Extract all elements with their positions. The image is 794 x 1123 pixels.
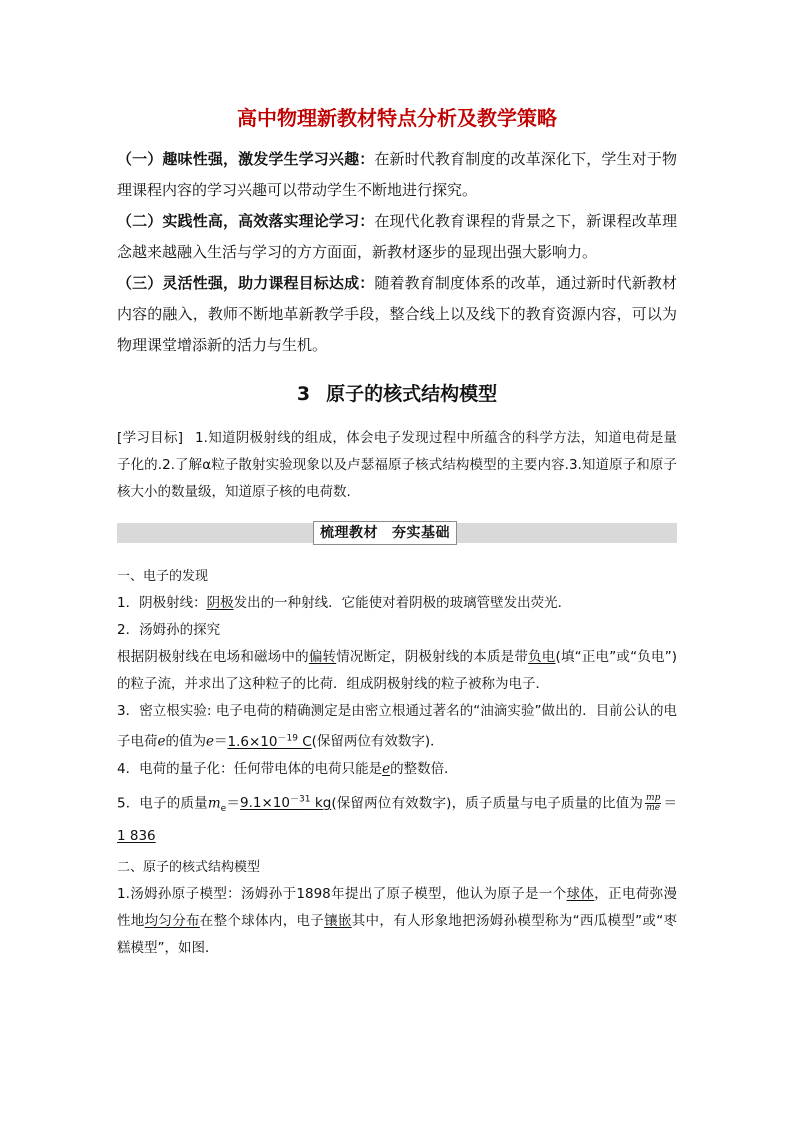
lesson-number: 3 xyxy=(296,383,311,405)
intro-body-2: 在现代化教育课程的背景之下，新课程改革理念越来越融入生活与学习的方方面面，新教材逐步的显现出强大影响力。 xyxy=(117,212,677,261)
item5-blank-unit: kg xyxy=(310,795,332,811)
item5-symbol-m: m xyxy=(207,795,221,811)
p2-text-b: ，正电荷弥漫性地 xyxy=(117,885,677,929)
intro-body-1: 在新时代教育制度的改革深化下，学生对于物理课程内容的学习兴趣可以带动学生不断地进行探究。 xyxy=(117,150,677,199)
item4-text-a: 4．电荷的量子化：任何带电体的电荷只能是 xyxy=(117,760,383,777)
item4-text-b: 的整数倍． xyxy=(390,760,458,777)
intro-body-3: 随着教育制度体系的改革，通过新时代新教材内容的融入，教师不断地革新教学手段，整合线上以及线下的教育资源内容，可以为物理课堂增添新的活力与生机。 xyxy=(117,274,677,354)
item3-blank-exponent: －19 xyxy=(277,733,298,743)
part1-item-2-body xyxy=(117,644,677,698)
item2-blank-1: 偏转 xyxy=(308,649,337,665)
lesson-name: 原子的核式结构模型 xyxy=(326,383,498,405)
part2-item-1 xyxy=(117,881,677,962)
item1-rest: 发出的一种射线．它能使对着阴极的玻璃管壁发出荧光． xyxy=(233,595,572,611)
item3-blank-value: 1.6×10 xyxy=(227,733,278,750)
part2-heading: 二、原子的核式结构模型 xyxy=(117,859,261,875)
item5-blank-2: 1 836 xyxy=(117,827,156,844)
p2-blank-3: 镶嵌 xyxy=(324,912,352,929)
part1-item-2: 2．汤姆孙的探究 xyxy=(117,622,221,638)
objectives-tag: [学习目标] xyxy=(117,430,184,446)
intro-paragraph-3 xyxy=(117,268,677,361)
item3-text-c: (保留两位有效数字)． xyxy=(311,733,444,750)
intro-heading-2: （二）实践性高，高效落实理论学习： xyxy=(117,212,375,230)
p2-text-d: 其中，有人形象地把汤姆孙模型称为“西瓜模型”或“枣糕模型”，如图． xyxy=(117,912,678,956)
part1-item-5 xyxy=(117,787,677,850)
p2-text-c: 在整个球体内，电子 xyxy=(199,912,325,929)
p2-text-a: 1.汤姆孙原子模型：汤姆孙于1898年提出了原子模型，他认为原子是一个 xyxy=(117,885,567,902)
item5-blank-exponent: －31 xyxy=(290,794,311,805)
part1-item-4 xyxy=(117,756,677,783)
objectives-text: 1.知道阴极射线的组成，体会电子发现过程中所蕴含的科学方法，知道电荷是量子化的.2.了解α粒子散射实验现象以及卢瑟福原子核式结构模型的主要内容.3.知道原子和原子核大小的数量级，知道原子核的电荷数. xyxy=(117,430,677,500)
intro-heading-1: （一）趣味性强，激发学生学习兴趣： xyxy=(117,150,375,168)
intro-paragraph-2 xyxy=(117,206,677,268)
learning-objectives xyxy=(117,425,677,506)
item3-blank-unit: C xyxy=(297,733,312,750)
part1-item-3 xyxy=(117,698,677,756)
item4-blank: e xyxy=(382,760,391,777)
item3-equals: ＝ xyxy=(214,733,228,750)
fraction-numerator: mp xyxy=(646,792,661,803)
page-content xyxy=(117,100,677,962)
item5-equals-2: ＝ xyxy=(663,795,678,811)
item5-blank-value: 9.1×10 xyxy=(240,795,290,811)
p2-blank-2: 均匀分布 xyxy=(144,912,200,929)
item5-text-a: 5．电子的质量 xyxy=(117,795,208,811)
item3-text-a: 3．密立根实验: 电子电荷的精确测定是由密立根通过著名的“油滴实验”做出的．目前公认的电子电荷 xyxy=(117,703,677,750)
part1-item-1 xyxy=(117,590,677,617)
item1-blank-answer: 阴极 xyxy=(206,595,234,611)
intro-heading-3: （三）灵活性强，助力课程目标达成： xyxy=(117,274,375,292)
item1-prefix: 1．阴极射线： xyxy=(117,595,207,611)
item2-text-b: 情况断定，阴极射线的本质是带 xyxy=(336,649,529,665)
item2-text-c: (填“正电”或“负电”)的粒子流，并求出了这种粒子的比荷．组成阴极射线的粒子被称为电子． xyxy=(117,649,677,692)
item2-blank-2: 负电 xyxy=(528,649,556,665)
mass-ratio-fraction xyxy=(645,794,661,813)
section-banner xyxy=(117,523,677,543)
fraction-denominator: me xyxy=(646,802,661,813)
item5-blank-1 xyxy=(240,795,331,811)
section-banner-label xyxy=(313,521,457,545)
lesson-title xyxy=(117,379,677,409)
section-label-a: 梳理教材 xyxy=(320,525,378,541)
item2-text-a: 根据阴极射线在电场和磁场中的 xyxy=(117,649,309,665)
item3-blank xyxy=(228,734,312,750)
item3-symbol-e: e xyxy=(157,733,166,750)
item3-symbol-e2: e xyxy=(206,733,214,750)
page-title: 高中物理新教材特点分析及教学策略 xyxy=(237,106,557,130)
p2-blank-1: 球体 xyxy=(566,885,595,902)
section-label-b: 夯实基础 xyxy=(392,525,450,541)
intro-paragraph-1 xyxy=(117,144,677,206)
item5-text-b: (保留两位有效数字)，质子质量与电子质量的比值为 xyxy=(331,795,644,811)
part1-heading: 一、电子的发现 xyxy=(117,569,209,584)
item5-equals: ＝ xyxy=(226,795,241,811)
item5-subscript: e xyxy=(220,803,227,814)
item3-text-b: 的值为 xyxy=(165,733,206,750)
